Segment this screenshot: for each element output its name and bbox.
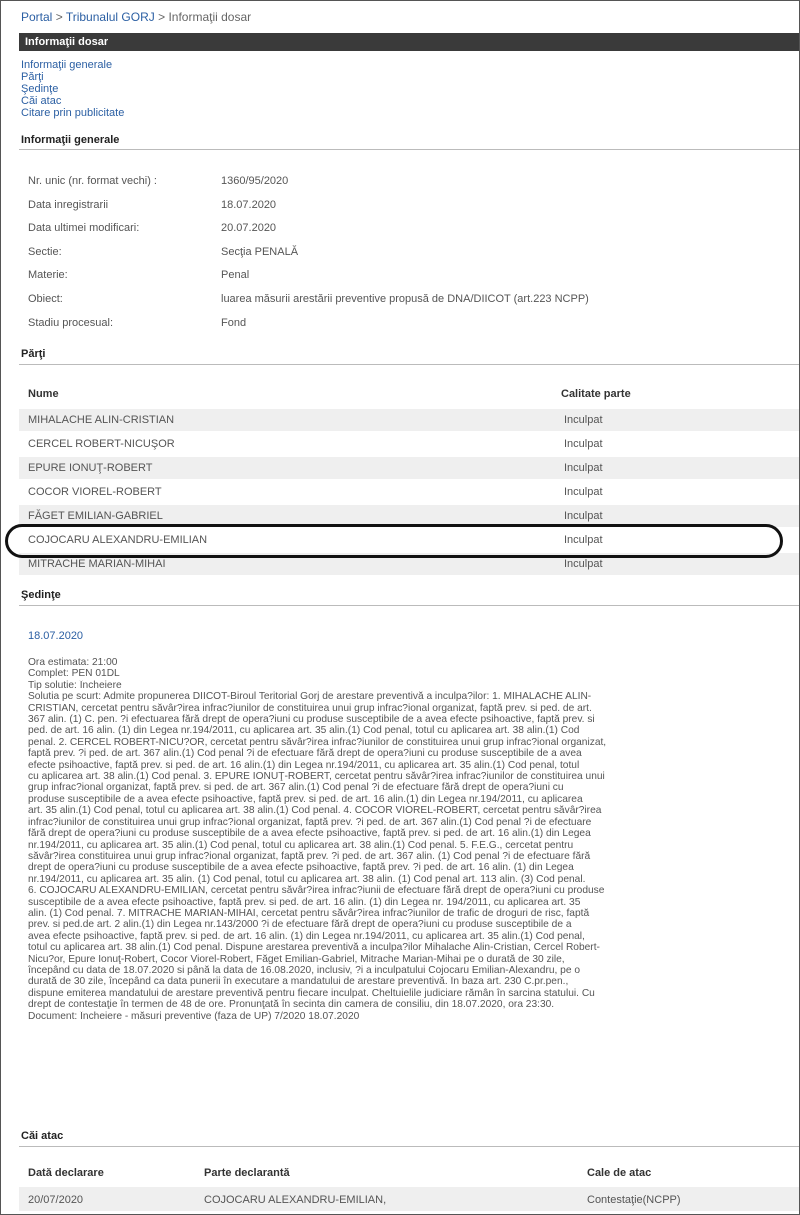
info-value: 20.07.2020 xyxy=(221,222,277,234)
hearing-line: durată de 30 zile, începând ca data punerii în executare a mandatului de arestare preventivă. În baza art. 230 C.pr.pen., xyxy=(28,976,569,988)
party-role: Inculpat xyxy=(564,510,603,522)
nav-link-parties[interactable]: Părţi xyxy=(21,71,44,83)
party-role: Inculpat xyxy=(564,486,603,498)
hearing-line: drept de opera?iuni cu produse susceptibile de a avea efecte psihoactive, faptă prev. ?i ped. de art. 16 alin. (1) din Legea xyxy=(28,862,574,874)
info-value: Fond xyxy=(221,317,247,329)
info-row xyxy=(28,293,589,305)
hearing-line: ped. de art. 16 alin. (1) din Legea nr.194/2011, cu aplicarea art. 35 alin.(1) Cod penal, totul cu aplicarea art. 38 alin.(1) Cod xyxy=(28,725,580,737)
hearing-line: totul cu aplicarea art. 38 alin.(1) Cod penal. Dispune arestarea preventivă a inculpa?ilor Mihalache Alin-Cristian, Cercel Robert- xyxy=(28,942,600,954)
party-name: COCOR VIOREL-ROBERT xyxy=(28,486,162,498)
info-row xyxy=(28,199,277,211)
hearing-line: nr.194/2011, cu aplicarea art. 35 alin. (1) Cod penal, totul cu aplicarea art. 38 alin. (1) Cod penal art. 113 alin. (3) Cod penal. xyxy=(28,873,586,885)
col-header-type: Cale de atac xyxy=(587,1167,652,1179)
hearing-line: săvâr?irea constituirea unui grup infrac?ional organizat, faptă prev. ?i ped. de art. 367 alin. (1) Cod penal ?i de efectuare fără xyxy=(28,850,591,862)
info-label: Stadiu procesual: xyxy=(28,317,113,329)
info-label: Sectie: xyxy=(28,246,62,258)
table-row xyxy=(19,457,799,479)
table-row xyxy=(19,409,799,431)
hearing-line: produse susceptibile de a avea efecte psihoactive, faptă prev. si ped. de art. 16 alin.(1) din Legea nr.194/2011, cu aplicarea xyxy=(28,793,583,805)
info-label: Nr. unic (nr. format vechi) : xyxy=(28,175,157,187)
party-name: CERCEL ROBERT-NICUŞOR xyxy=(28,438,175,450)
breadcrumb-separator: > xyxy=(154,10,169,24)
col-header-role: Calitate parte xyxy=(561,388,631,400)
col-header-name: Nume xyxy=(28,388,59,400)
info-value: Penal xyxy=(221,269,250,281)
hearing-line: art. 35 alin.(1) Cod penal, totul cu aplicarea art. 38 alin.(1) Cod penal. 4. COCOR VIOREL-ROBERT, cercetat pentru săvâr?irea xyxy=(28,805,602,817)
hearing-line: grup infrac?ional organizat, faptă prev. si ped. de art. 367 alin.(1) Cod penal ?i de efectuare fără drept de opera?iuni cu xyxy=(28,782,564,794)
general-heading: Informaţii generale xyxy=(21,134,120,146)
appeal-party: COJOCARU ALEXANDRU-EMILIAN, xyxy=(204,1194,387,1206)
highlight-ellipse-annotation xyxy=(5,524,783,558)
info-label: Obiect: xyxy=(28,293,63,305)
hearing-line: Tip solutie: Încheiere xyxy=(28,679,122,691)
table-row xyxy=(19,481,799,503)
hearing-line: CRISTIAN, cercetat pentru săvâr?irea infrac?iunilor de constituirea unui grup infrac?ional organizat, faptă prev. si ped. de art. xyxy=(28,702,592,714)
divider xyxy=(19,149,799,150)
hearing-line: efecte psihoactive, faptă prev. si ped. de art. 16 alin.(1) din Legea nr.194/2011, cu aplicarea art. 35 alin.(1) Cod penal, totul xyxy=(28,759,580,771)
parties-table-header xyxy=(19,385,799,403)
parties-heading: Părţi xyxy=(21,348,46,360)
appeals-heading: Căi atac xyxy=(21,1130,64,1142)
page-title-bar: Informaţii dosar xyxy=(19,33,799,51)
hearing-line: Solutia pe scurt: Admite propunerea DIICOT-Biroul Teritorial Gorj de arestare preventivă a inculpa?ilor: 1. MIHALACHE ALIN- xyxy=(28,691,592,703)
breadcrumb-portal-link[interactable]: Portal xyxy=(21,10,53,24)
info-label: Materie: xyxy=(28,269,68,281)
hearing-line: dispune emiterea mandatului de arestare preventivă pentru fiecare inculpat. Cheltuielile judiciare rămân în sarcina statului. Cu xyxy=(28,987,595,999)
hearing-line: Nicu?or, Epure Ionuţ-Robert, Cocor Viorel-Robert, Făget Emilian-Gabriel, Mitrache Marian-Mihai pe o durată de 30 zile, xyxy=(28,953,565,965)
info-label: Data ultimei modificari: xyxy=(28,222,140,234)
col-header-party: Parte declarantă xyxy=(204,1167,290,1179)
nav-link-general[interactable]: Informaţii generale xyxy=(21,59,113,71)
hearing-line: Document: Încheiere - măsuri preventive (faza de UP) 7/2020 18.07.2020 xyxy=(28,1010,360,1022)
hearing-line: prev. si ped.de art. 2 alin.(1) din Legea nr.143/2000 ?i de efectuare fără drept de opera?iuni cu produse susceptibile de a xyxy=(28,919,572,931)
hearing-details xyxy=(28,657,788,1022)
breadcrumb-current: Informaţii dosar xyxy=(168,10,252,24)
nav-link-summons[interactable]: Citare prin publicitate xyxy=(21,107,125,119)
col-header-date: Dată declarare xyxy=(28,1167,104,1179)
hearing-line: drept de contestaţie în termen de 48 de ore. Pronunţată în secinta din camera de consiliu, din 18.07.2020, ora 23:30. xyxy=(28,999,555,1011)
divider xyxy=(19,364,799,365)
breadcrumb xyxy=(21,10,251,24)
party-name: EPURE IONUŢ-ROBERT xyxy=(28,462,153,474)
breadcrumb-separator: > xyxy=(52,10,66,24)
info-value: Secţia PENALĂ xyxy=(221,246,299,258)
info-row xyxy=(28,222,277,234)
info-row xyxy=(28,175,289,187)
hearing-line: 6. COJOCARU ALEXANDRU-EMILIAN, cercetat pentru săvâr?irea infrac?iunii de efectuare fără drept de opera?iuni cu produse xyxy=(28,885,605,897)
hearing-line: infrac?iunilor de constituirea unui grup infrac?ional organizat, faptă prev. ?i ped. de art. 367 alin.(1) Cod penal ?i de efectuare xyxy=(28,816,592,828)
party-role: Inculpat xyxy=(564,414,603,426)
breadcrumb-court-link[interactable]: Tribunalul GORJ xyxy=(65,10,155,24)
party-name: COJOCARU ALEXANDRU-EMILIAN xyxy=(28,534,208,546)
table-row xyxy=(19,433,799,455)
hearing-line: fără drept de opera?iuni cu produse susceptibile de a avea efecte psihoactive, faptă prev. si ped. de art. 16 alin.(1) din Legea xyxy=(28,828,591,840)
hearing-line: începând cu data de 18.07.2020 si până la data de 16.08.2020, inclusiv, ?i a inculpatului Cojocaru Emilian-Alexandru, pe o xyxy=(28,964,581,976)
divider xyxy=(19,605,799,606)
party-name: FĂGET EMILIAN-GABRIEL xyxy=(28,510,163,522)
info-value: 1360/95/2020 xyxy=(221,175,289,187)
party-name: MITRACHE MARIAN-MIHAI xyxy=(28,558,166,570)
hearings-heading: Şedinţe xyxy=(21,589,61,601)
nav-link-appeals[interactable]: Căi atac xyxy=(21,95,62,107)
hearing-line: nr.194/2011, cu aplicarea art. 35 alin.(1) Cod penal, totul cu aplicarea art. 38 alin.(1) Cod penal. 5. F.E.G., cercetat pentru xyxy=(28,839,574,851)
party-role: Inculpat xyxy=(564,438,603,450)
appeal-date: 20/07/2020 xyxy=(28,1194,84,1206)
hearing-line: Ora estimata: 21:00 xyxy=(28,657,118,668)
info-label: Data inregistrarii xyxy=(28,199,109,211)
appeal-type: Contestaţie(NCPP) xyxy=(587,1194,681,1206)
hearing-line: faptă prev. ?i ped. de art. 367 alin.(1) Cod penal ?i de efectuare fără drept de opera?iuni cu produse susceptibile de a avea xyxy=(28,748,582,760)
info-row xyxy=(28,317,247,329)
party-role: Inculpat xyxy=(564,462,603,474)
hearing-line: alin. (1) Cod penal. 7. MITRACHE MARIAN-MIHAI, cercetat pentru săvâr?irea infrac?iunilor de trafic de droguri de risc, faptă xyxy=(28,907,590,919)
info-value: 18.07.2020 xyxy=(221,199,277,211)
party-role: Inculpat xyxy=(564,534,603,546)
section-nav xyxy=(21,59,124,119)
info-row xyxy=(28,246,299,258)
nav-link-hearings[interactable]: Şedinţe xyxy=(21,83,59,95)
table-row xyxy=(19,1187,799,1211)
divider xyxy=(19,1146,799,1147)
hearing-line: penal. 2. CERCEL ROBERT-NICU?OR, cercetat pentru săvâr?irea infrac?iunilor de constituirea unui grup infrac?ional organizat, xyxy=(28,736,607,748)
hearing-line: Complet: PEN 01DL xyxy=(28,668,120,680)
party-role: Inculpat xyxy=(564,558,603,570)
info-value: luarea măsurii arestării preventive propusă de DNA/DIICOT (art.223 NCPP) xyxy=(221,293,589,305)
hearing-line: cu aplicarea art. 38 alin.(1) Cod penal. 3. EPURE IONUŢ-ROBERT, cercetat pentru săvâr?irea infrac?iunilor de constituirea unui xyxy=(28,771,605,783)
hearing-date: 18.07.2020 xyxy=(28,630,84,642)
hearing-line: 367 alin. (1) C. pen. ?i efectuarea fără drept de opera?iuni cu produse susceptibile de a avea efecte psihoactive, faptă prev. si xyxy=(28,714,595,726)
info-row xyxy=(28,269,250,281)
appeals-table-header xyxy=(19,1163,799,1183)
hearing-line: susceptibile de a avea efecte psihoactive, faptă prev. si ped. de art. 16 alin. (1) din Legea nr. 194/2011, cu aplicarea art. 35 xyxy=(28,896,581,908)
hearing-line: avea efecte psihoactive, faptă prev. si ped. de art. 16 alin. (1) din Legea nr.194/2011, cu aplicarea art. 35 alin.(1) Cod penal, xyxy=(28,930,585,942)
party-name: MIHALACHE ALIN-CRISTIAN xyxy=(28,414,175,426)
